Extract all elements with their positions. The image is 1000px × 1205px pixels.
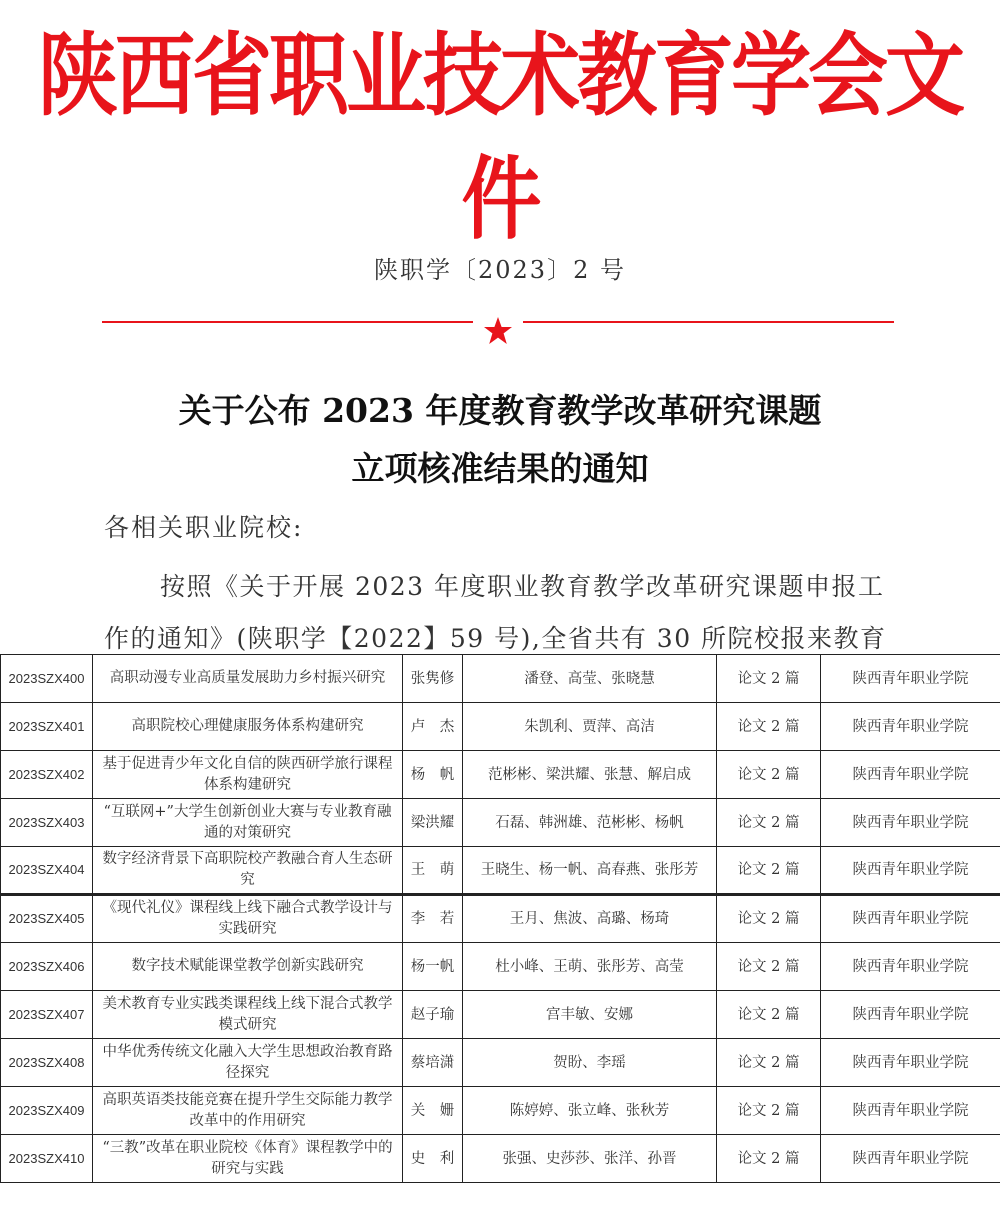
project-title-cell: 高职动漫专业高质量发展助力乡村振兴研究 <box>93 655 403 703</box>
project-leader-cell: 张隽修 <box>403 655 463 703</box>
school-cell: 陕西青年职业学院 <box>821 703 1000 751</box>
expected-outcome-cell: 论文 2 篇 <box>717 943 821 991</box>
project-title-cell: 数字技术赋能课堂教学创新实践研究 <box>93 943 403 991</box>
table-row <box>1 1039 1000 1087</box>
red-divider-left <box>102 321 473 323</box>
project-title-cell: 中华优秀传统文化融入大学生思想政治教育路径探究 <box>93 1039 403 1087</box>
project-members-cell: 石磊、韩洲雄、范彬彬、杨帆 <box>463 799 717 847</box>
table-row <box>1 895 1000 943</box>
notice-title <box>0 382 1000 498</box>
school-cell: 陕西青年职业学院 <box>821 655 1000 703</box>
expected-outcome-cell: 论文 2 篇 <box>717 1135 821 1183</box>
project-leader-cell: 杨 帆 <box>403 751 463 799</box>
project-leader-cell: 王 萌 <box>403 847 463 895</box>
project-id-cell: 2023SZX402 <box>1 751 93 799</box>
table-row <box>1 751 1000 799</box>
table-row <box>1 1087 1000 1135</box>
school-cell: 陕西青年职业学院 <box>821 799 1000 847</box>
school-cell: 陕西青年职业学院 <box>821 991 1000 1039</box>
salutation: 各相关职业院校: <box>104 513 304 542</box>
project-leader-cell: 蔡培潇 <box>403 1039 463 1087</box>
project-leader-cell: 卢 杰 <box>403 703 463 751</box>
project-id-cell: 2023SZX404 <box>1 847 93 895</box>
table-row <box>1 799 1000 847</box>
results-table-body <box>1 655 1000 1183</box>
school-cell: 陕西青年职业学院 <box>821 1087 1000 1135</box>
expected-outcome-cell: 论文 2 篇 <box>717 1039 821 1087</box>
project-members-cell: 宫丰敏、安娜 <box>463 991 717 1039</box>
project-title-cell: 《现代礼仪》课程线上线下融合式教学设计与实践研究 <box>93 895 403 943</box>
school-cell: 陕西青年职业学院 <box>821 895 1000 943</box>
table-row <box>1 1135 1000 1183</box>
project-members-cell: 范彬彬、梁洪耀、张慧、解启成 <box>463 751 717 799</box>
expected-outcome-cell: 论文 2 篇 <box>717 751 821 799</box>
project-title-cell: 高职院校心理健康服务体系构建研究 <box>93 703 403 751</box>
expected-outcome-cell: 论文 2 篇 <box>717 655 821 703</box>
project-id-cell: 2023SZX407 <box>1 991 93 1039</box>
project-members-cell: 陈婷婷、张立峰、张秋芳 <box>463 1087 717 1135</box>
project-members-cell: 张强、史莎莎、张洋、孙晋 <box>463 1135 717 1183</box>
expected-outcome-cell: 论文 2 篇 <box>717 991 821 1039</box>
project-id-cell: 2023SZX403 <box>1 799 93 847</box>
project-title-cell: “互联网+”大学生创新创业大赛与专业教育融通的对策研究 <box>93 799 403 847</box>
project-id-cell: 2023SZX410 <box>1 1135 93 1183</box>
project-members-cell: 贺盼、李瑶 <box>463 1039 717 1087</box>
school-cell: 陕西青年职业学院 <box>821 1039 1000 1087</box>
results-table <box>0 654 1000 1183</box>
table-row <box>1 943 1000 991</box>
school-cell: 陕西青年职业学院 <box>821 847 1000 895</box>
project-title-cell: 基于促进青少年文化自信的陕西研学旅行课程体系构建研究 <box>93 751 403 799</box>
project-leader-cell: 赵子瑜 <box>403 991 463 1039</box>
table-row <box>1 655 1000 703</box>
project-id-cell: 2023SZX400 <box>1 655 93 703</box>
project-members-cell: 王晓生、杨一帆、高春燕、张彤芳 <box>463 847 717 895</box>
project-leader-cell: 李 若 <box>403 895 463 943</box>
red-star-icon <box>480 313 516 349</box>
project-leader-cell: 杨一帆 <box>403 943 463 991</box>
red-divider-right <box>523 321 894 323</box>
project-title-cell: “三教”改革在职业院校《体育》课程教学中的研究与实践 <box>93 1135 403 1183</box>
project-leader-cell: 史 利 <box>403 1135 463 1183</box>
notice-title-line1: 关于公布 2023 年度教育教学改革研究课题 <box>178 391 822 430</box>
notice-title-line2: 立项核准结果的通知 <box>351 449 649 488</box>
project-leader-cell: 梁洪耀 <box>403 799 463 847</box>
expected-outcome-cell: 论文 2 篇 <box>717 799 821 847</box>
project-members-cell: 王月、焦波、高璐、杨琦 <box>463 895 717 943</box>
project-members-cell: 杜小峰、王萌、张彤芳、高莹 <box>463 943 717 991</box>
expected-outcome-cell: 论文 2 篇 <box>717 1087 821 1135</box>
project-members-cell: 潘登、高莹、张晓慧 <box>463 655 717 703</box>
org-header-title: 陕西省职业技术教育学会文件 <box>38 23 962 252</box>
expected-outcome-cell: 论文 2 篇 <box>717 703 821 751</box>
expected-outcome-cell: 论文 2 篇 <box>717 895 821 943</box>
project-title-cell: 高职英语类技能竞赛在提升学生交际能力教学改革中的作用研究 <box>93 1087 403 1135</box>
school-cell: 陕西青年职业学院 <box>821 1135 1000 1183</box>
project-id-cell: 2023SZX409 <box>1 1087 93 1135</box>
school-cell: 陕西青年职业学院 <box>821 751 1000 799</box>
table-row <box>1 991 1000 1039</box>
school-cell: 陕西青年职业学院 <box>821 943 1000 991</box>
project-id-cell: 2023SZX408 <box>1 1039 93 1087</box>
project-leader-cell: 关 姗 <box>403 1087 463 1135</box>
project-title-cell: 数字经济背景下高职院校产教融合育人生态研究 <box>93 847 403 895</box>
table-row <box>1 703 1000 751</box>
project-id-cell: 2023SZX405 <box>1 895 93 943</box>
expected-outcome-cell: 论文 2 篇 <box>717 847 821 895</box>
table-row <box>1 847 1000 895</box>
project-id-cell: 2023SZX406 <box>1 943 93 991</box>
notice-body-text: 按照《关于开展 2023 年度职业教育教学改革研究课题申报工作的通知》(陕职学【2022】59 号),全省共有 30 所院校报来教育 <box>104 572 887 653</box>
document-number: 陕职学〔2023〕2 号 <box>374 256 626 284</box>
project-id-cell: 2023SZX401 <box>1 703 93 751</box>
project-title-cell: 美术教育专业实践类课程线上线下混合式教学模式研究 <box>93 991 403 1039</box>
project-members-cell: 朱凯利、贾萍、高洁 <box>463 703 717 751</box>
